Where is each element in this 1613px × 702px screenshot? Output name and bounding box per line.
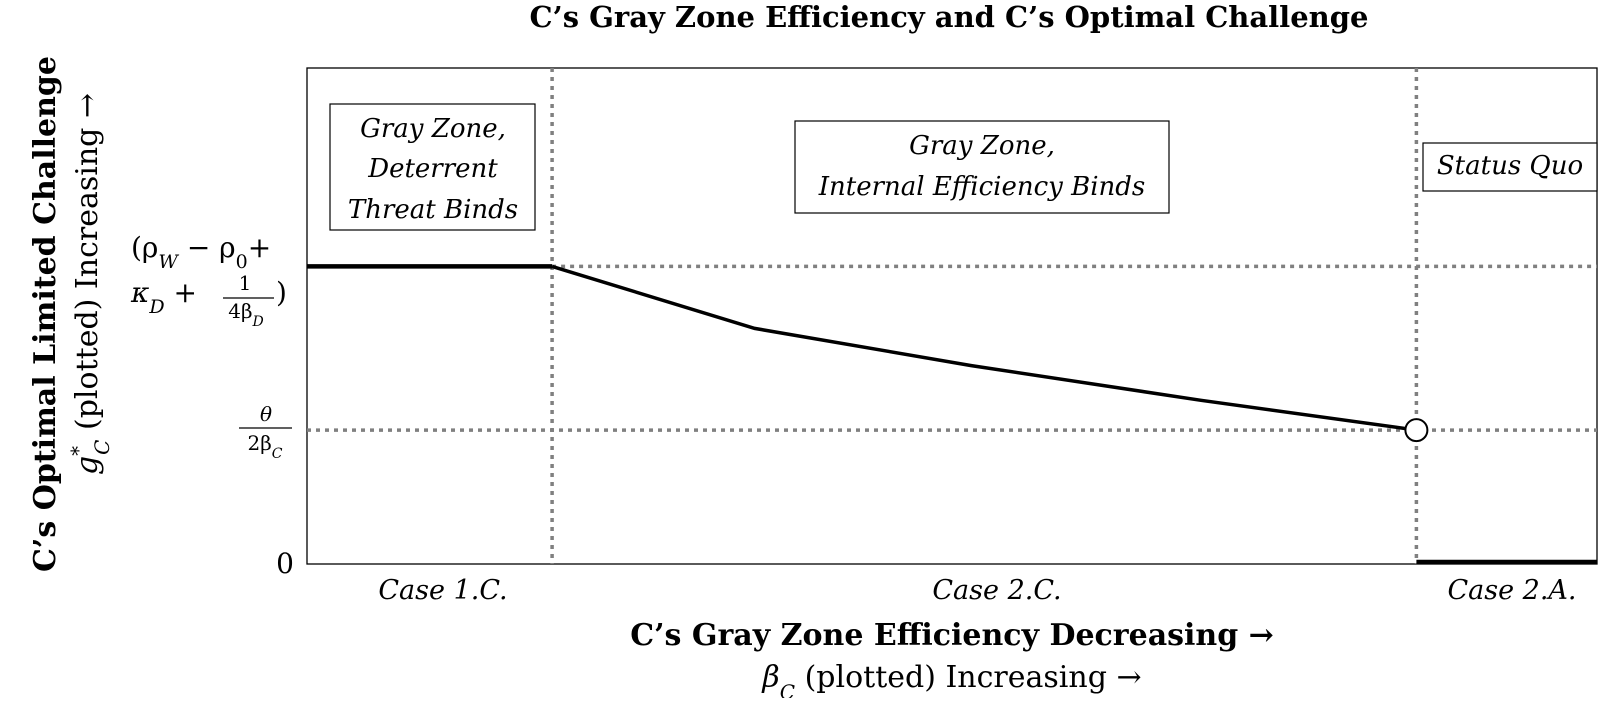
y-tick-upper-frac-num: 1 (238, 271, 252, 295)
series-line-case-2c (552, 266, 1416, 430)
region-label-case-1c-line3: Threat Binds (347, 195, 519, 225)
chart-title: C’s Gray Zone Efficiency and C’s Optimal Challenge (529, 0, 1369, 34)
case-label-2a: Case 2.A. (1447, 575, 1577, 606)
region-label-case-1c-line2: Deterrent (368, 154, 498, 184)
y-tick-lower-num: θ (259, 402, 273, 426)
case-label-2c: Case 2.C. (932, 575, 1062, 606)
y-tick-zero: 0 (276, 547, 294, 580)
region-label-case-1c-line1: Gray Zone, (360, 114, 506, 144)
y-axis-label-line1: C’s Optimal Limited Challenge (28, 56, 63, 572)
x-axis-label-line1: C’s Gray Zone Efficiency Decreasing → (630, 618, 1274, 653)
open-point-marker (1405, 419, 1427, 441)
case-label-1c: Case 1.C. (378, 575, 508, 606)
y-tick-upper-frac-den: $4\beta_D$ (228, 299, 264, 330)
y-tick-upper-line2: $\kappa_D$ + (131, 276, 197, 318)
x-axis-label-line2: $\beta_C$ (plotted) Increasing → (762, 660, 1142, 698)
region-label-case-2c-line2: Internal Efficiency Binds (818, 172, 1146, 202)
region-label-case-2c-line1: Gray Zone, (909, 131, 1055, 161)
y-axis-label-line2: $g^*_C$ (plotted) Increasing → (66, 92, 114, 476)
y-tick-upper-close: ) (276, 276, 287, 309)
y-tick-lower-den: $2\beta_C$ (247, 431, 283, 462)
y-tick-upper-line1: ($\rho_W - \rho_0+$ (131, 231, 272, 273)
region-label-case-2a: Status Quo (1436, 151, 1584, 181)
